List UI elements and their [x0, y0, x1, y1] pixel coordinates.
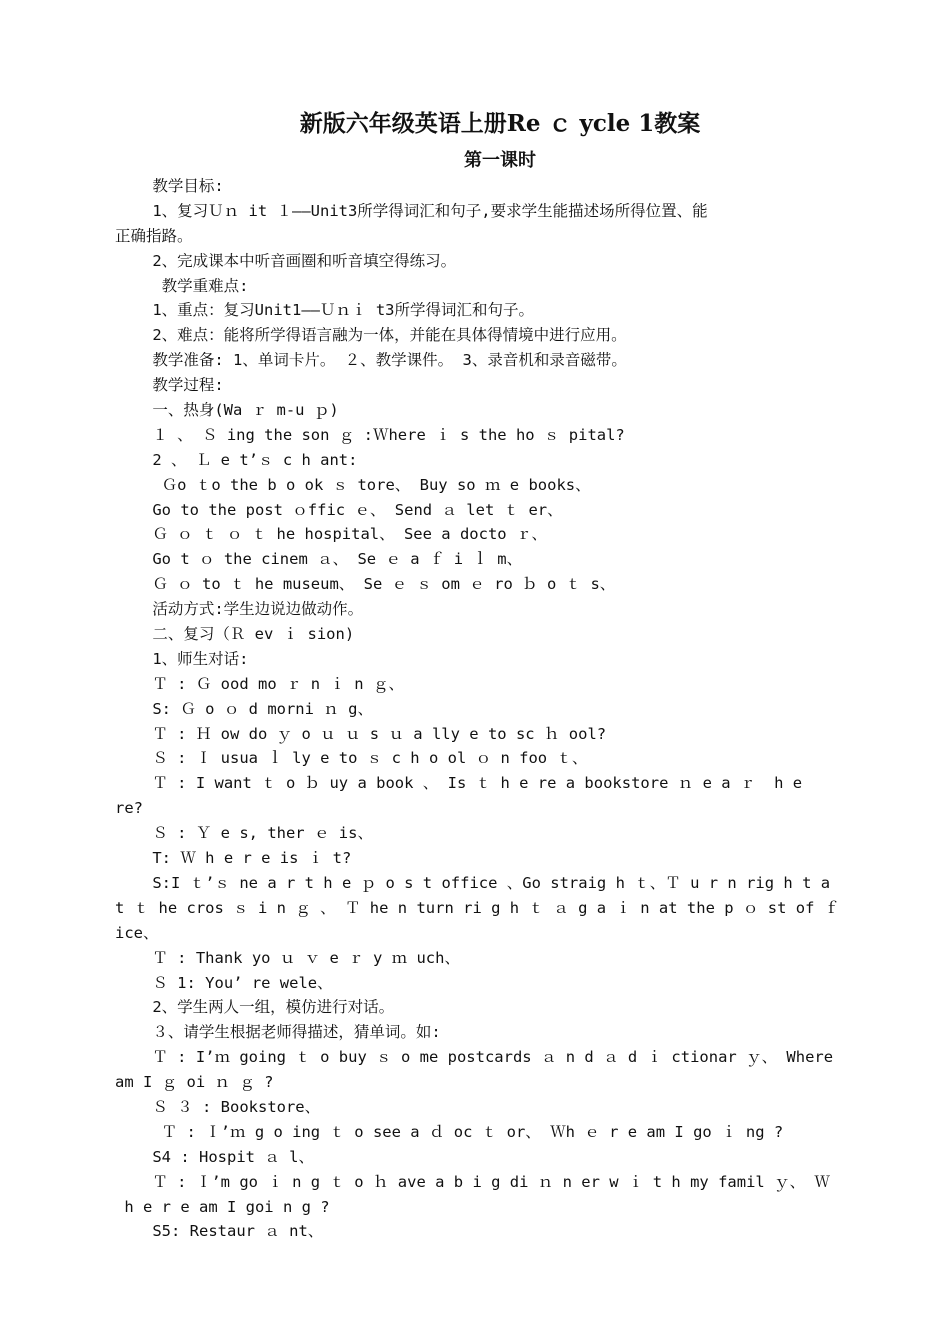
body-line: Ｓ : Ｉ usua ｌ ly e to ｓ c h o ol ｏ n foo ｔ、 [115, 749, 588, 768]
body-line: Ｔ : Ｇ ood mo ｒ n ｉ n ｇ、 [115, 674, 404, 693]
body-line: 2、学生两人一组，模仿进行对话。 [115, 998, 395, 1017]
body-line: Go t ｏ the cinem ａ、 Se ｅ a ｆ i ｌ m、 [115, 550, 523, 569]
body-line: S:I ｔ’ｓ ne a r t h e ｐ o s t office 、Go straig h ｔ、Ｔ u r n rig h t a [115, 873, 831, 892]
body-line: 1、复习Ｕｎ it １——Unit3所学得词汇和句子,要求学生能描述场所得位置、能 [115, 201, 708, 220]
body-line: 二、复习（Ｒ ev ｉ sion) [115, 625, 355, 644]
body-line: 教学重难点: [115, 276, 249, 295]
body-line: Ｇ ｏ to ｔ he museum、 Se ｅ ｓ om ｅ ro ｂ o ｔ s、 [115, 575, 616, 594]
body-line: Ｇ ｏ ｔ ｏ ｔ he hospital、 See a docto ｒ、 [115, 525, 547, 544]
body-line: S: Ｇ o ｏ d morni ｎ g、 [115, 699, 373, 718]
body-line: Ｔ : I want ｔ o ｂ uy a book 、 Is ｔ h e re a bookstore ｎ e a ｒ h e [115, 774, 803, 793]
body-line: h e r e am I goi n g ? [115, 1197, 330, 1216]
body-line: 活动方式:学生边说边做动作。 [115, 600, 364, 619]
body-line: Go to the post ｏffic ｅ、 Send ａ let ｔ er、 [115, 500, 563, 519]
body-line: Ｓ 1: You’ re wele、 [115, 973, 333, 992]
body-line: 正确指路。 [115, 226, 193, 245]
body-line: 教学目标: [115, 177, 224, 195]
body-line: am I ｇ oi ｎ ｇ ? [115, 1073, 274, 1092]
body-line: Ｓ : Ｙ e s, ther ｅ is、 [115, 824, 373, 843]
body-line: 2 、 Ｌ e t’ｓ c h ant: [115, 450, 358, 469]
body-line: Ｔ : Thank yo ｕ ｖ e ｒ y ｍ uch、 [115, 948, 460, 967]
body-line: S4 : Hospit ａ l、 [115, 1147, 314, 1166]
body-line: Ｔ : Ｉ’ｍ g o ing ｔ o see a ｄ oc ｔ or、 Ｗh ｅ r e am I go ｉ ng ? [115, 1122, 784, 1141]
body-line: 教学过程: [115, 376, 224, 395]
body-line: S5: Restaur ａ nt、 [115, 1222, 324, 1241]
body-line: t ｔ he cros ｓ i n ｇ 、 Ｔ he n turn ri g h ｔ ａ g a ｉ n at the p ｏ st of ｆ [115, 898, 840, 917]
body-line: １ 、 Ｓ ing the son ｇ :Ｗhere ｉ s the ho ｓ pital? [115, 425, 625, 444]
body-line: Ｔ : Ｉ’m go ｉ n g ｔ o ｈ ave a b i g di ｎ n er w ｉ t h my famil ｙ、 Ｗ [115, 1172, 830, 1191]
body-line: ice、 [115, 923, 159, 942]
body-line: T: Ｗ h e r e is ｉ t? [115, 849, 352, 868]
body-line: Ｇo ｔo the b o ok ｓ tore、 Buy so ｍ e books、 [115, 475, 591, 494]
lesson-body [115, 174, 840, 1244]
lesson-subtitle: 第一课时 [464, 150, 536, 171]
body-line: 1、重点：复习Unit1——Ｕｎｉ t3所学得词汇和句子。 [115, 301, 534, 320]
body-line: 2、难点：能将所学得语言融为一体，并能在具体得情境中进行应用。 [115, 326, 627, 345]
body-line: 教学准备: 1、单词卡片。 ２、教学课件。 3、录音机和录音磁带。 [115, 351, 627, 370]
body-line: Ｔ : I’ｍ going ｔ o buy ｓ o me postcards ａ n d ａ d ｉ ctionar ｙ、 Where [115, 1048, 834, 1067]
body-line: 2、完成课本中听音画圈和听音填空得练习。 [115, 251, 457, 270]
body-line: 一、热身(Wa ｒ m-u ｐ) [115, 401, 339, 420]
body-line: Ｔ : Ｈ ow do ｙ o ｕ ｕ s ｕ a lly e to sc ｈ ool? [115, 724, 607, 743]
body-line: Ｓ ３ : Bookstore、 [115, 1097, 321, 1116]
body-line: ３、请学生根据老师得描述，猜单词。如: [115, 1023, 441, 1042]
body-line: re? [115, 799, 143, 818]
document-title: 新版六年级英语上册Re ｃ ycle 1教案 [299, 110, 701, 137]
body-line: 1、师生对话: [115, 649, 249, 668]
